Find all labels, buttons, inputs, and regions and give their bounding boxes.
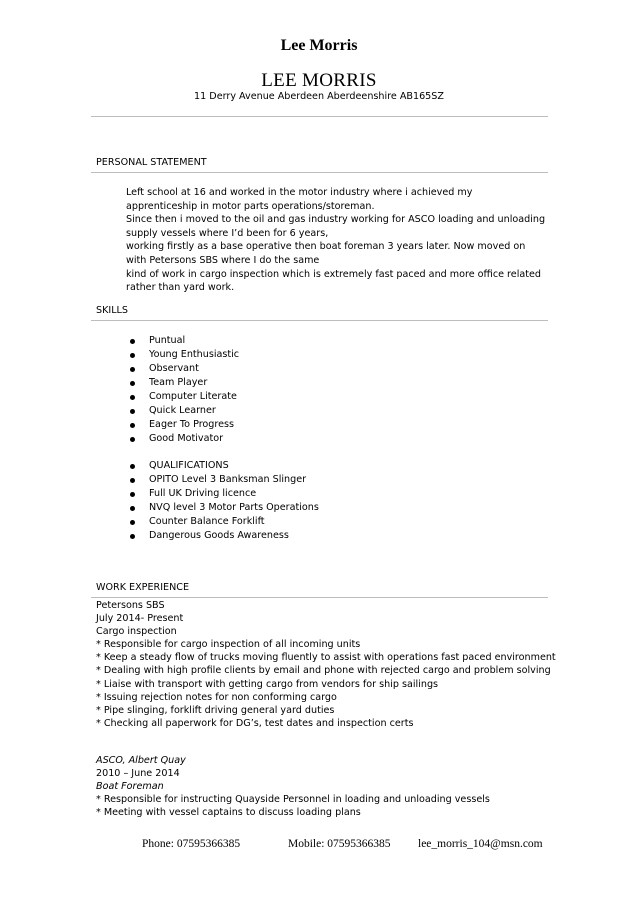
skill-item: Good Motivator <box>126 432 239 446</box>
footer-phone: Phone: 07595366385 <box>142 838 241 850</box>
statement-line: working firstly as a base operative then boat foreman 3 years later. Now moved on with Petersons SBS where I do the same <box>126 241 526 266</box>
applicant-name: LEE MORRIS <box>261 70 377 91</box>
skill-item: Quick Learner <box>126 404 239 418</box>
work-experience-heading: WORK EXPERIENCE <box>96 582 190 593</box>
job-duty: * Pipe slinging, forklift driving general yard duties <box>96 704 335 716</box>
job-duty: * Liaise with transport with getting cargo from vendors for ship sailings <box>96 678 439 690</box>
statement-line: kind of work in cargo inspection which is extremely fast paced and more office related rather than yard work. <box>126 268 541 294</box>
statement-line: Left school at 16 and worked in the motor industry where i achieved my apprenticeship in motor parts operations/storeman. <box>126 187 473 212</box>
skill-item: Puntual <box>126 334 239 348</box>
qualification-item: NVQ level 3 Motor Parts Operations <box>126 501 319 515</box>
job-asco <box>96 754 546 819</box>
qualification-item: Dangerous Goods Awareness <box>126 529 319 543</box>
qualification-item: Counter Balance Forklift <box>126 515 319 529</box>
header-divider <box>91 116 548 117</box>
job-duty: * Dealing with high profile clients by email and phone with rejected cargo and problem solving <box>96 665 551 677</box>
skill-item: Eager To Progress <box>126 418 239 432</box>
job-company: Petersons SBS <box>96 600 165 611</box>
job-role: Boat Foreman <box>96 781 164 793</box>
job-duty: * Responsible for instructing Quayside Personnel in loading and unloading vessels <box>96 794 490 806</box>
work-experience-divider <box>91 597 548 598</box>
job-role: Cargo inspection <box>96 626 177 638</box>
job-dates: July 2014- Present <box>96 613 184 625</box>
personal-statement-divider <box>91 172 548 173</box>
qualifications-heading: QUALIFICATIONS <box>126 459 319 473</box>
job-duty: * Keep a steady flow of trucks moving fluently to assist with operations fast paced environment <box>96 652 556 664</box>
skills-heading: SKILLS <box>96 305 128 316</box>
job-duty: * Meeting with vessel captains to discuss loading plans <box>96 807 361 819</box>
skill-item: Computer Literate <box>126 390 239 404</box>
job-duty: * Checking all paperwork for DG’s, test dates and inspection certs <box>96 717 414 729</box>
footer-email: lee_morris_104@msn.com <box>418 838 543 850</box>
statement-line: Since then i moved to the oil and gas industry working for ASCO loading and unloading supply vessels where I’d been for 6 years, <box>126 214 546 239</box>
footer-mobile: Mobile: 07595366385 <box>288 838 391 850</box>
job-duty: * Issuing rejection notes for non conforming cargo <box>96 691 337 703</box>
qualification-item: Full UK Driving licence <box>126 487 319 501</box>
qualifications-list <box>126 459 319 543</box>
applicant-address: 11 Derry Avenue Aberdeen Aberdeenshire AB165SZ <box>194 91 444 102</box>
job-company: ASCO, Albert Quay <box>96 755 186 766</box>
document-header-name: Lee Morris <box>280 37 358 54</box>
job-dates: 2010 – June 2014 <box>96 768 180 780</box>
skills-list <box>126 334 239 446</box>
skill-item: Young Enthusiastic <box>126 348 239 362</box>
personal-statement-text <box>126 186 546 295</box>
skills-divider <box>91 320 548 321</box>
qualification-item: OPITO Level 3 Banksman Slinger <box>126 473 319 487</box>
job-duty: * Responsible for cargo inspection of all incoming units <box>96 639 361 651</box>
skill-item: Team Player <box>126 376 239 390</box>
skill-item: Observant <box>126 362 239 376</box>
job-petersons <box>96 599 556 730</box>
personal-statement-heading: PERSONAL STATEMENT <box>96 157 207 168</box>
